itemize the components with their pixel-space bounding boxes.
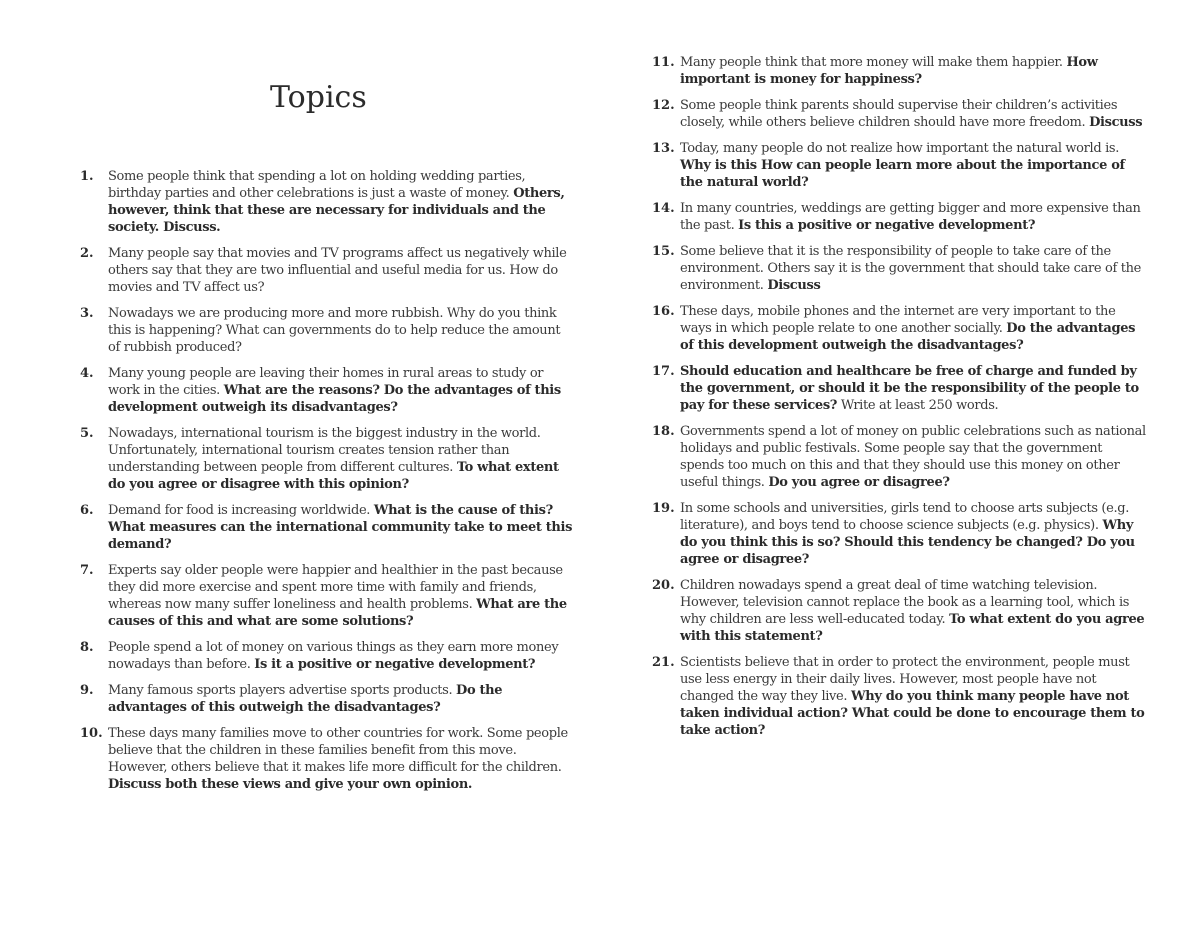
- topic-number: 12.: [652, 98, 675, 113]
- topic-item: [80, 725, 575, 793]
- topic-number: 9.: [80, 683, 94, 698]
- topic-number: 10.: [80, 726, 103, 741]
- topic-question: To what extent do you agree with this statement?: [680, 612, 1145, 644]
- topic-statement: Children nowadays spend a great deal of time watching television. However, television cannot replace the book as a learning tool, which is why children are less well-educated today.: [680, 578, 1130, 627]
- topic-statement: Many young people are leaving their homes in rural areas to study or work in the cities.: [108, 366, 544, 398]
- topic-text: [108, 245, 575, 296]
- topic-item: [80, 365, 575, 416]
- topic-question: What is the cause of this? What measures can the international community take to meet this demand?: [108, 503, 573, 552]
- topic-text: [108, 562, 575, 630]
- topic-item: [652, 500, 1147, 568]
- topic-statement: People spend a lot of money on various things as they earn more money nowadays than before.: [108, 640, 559, 672]
- topic-question: Discuss both these views and give your own opinion.: [108, 777, 473, 792]
- topic-item: [652, 363, 1147, 414]
- topic-number: 4.: [80, 366, 94, 381]
- topic-number: 2.: [80, 246, 94, 261]
- topic-number: 13.: [652, 141, 675, 156]
- topic-text: [680, 200, 1147, 234]
- topic-statement: Some believe that it is the responsibility of people to take care of the environment. Others say it is the government that should take care of the environment.: [680, 244, 1141, 293]
- topic-text: [108, 425, 575, 493]
- topic-question: Why is this How can people learn more about the importance of the natural world?: [680, 158, 1125, 190]
- topic-item: [652, 303, 1147, 354]
- topic-number: 15.: [652, 244, 675, 259]
- topic-statement: Governments spend a lot of money on public celebrations such as national holidays and public festivals. Some people say that the government spends too much on this and that they should use this money on other useful things.: [680, 424, 1146, 490]
- topic-number: 5.: [80, 426, 94, 441]
- topic-question: Discuss: [1089, 115, 1143, 130]
- topic-number: 3.: [80, 306, 94, 321]
- topic-statement: These days many families move to other countries for work. Some people believe that the children in these families benefit from this move. However, others believe that it makes life more difficult for the children.: [108, 726, 568, 775]
- topic-question: Why do you think many people have not taken individual action? What could be done to encourage them to take action?: [680, 689, 1145, 738]
- topic-item: [652, 140, 1147, 191]
- topic-question: To what extent do you agree or disagree with this opinion?: [108, 460, 559, 492]
- topic-number: 1.: [80, 169, 94, 184]
- topic-text: [680, 140, 1147, 191]
- topic-item: [652, 200, 1147, 234]
- topic-text: [108, 682, 575, 716]
- topic-text: [108, 305, 575, 356]
- topic-item: [652, 577, 1147, 645]
- topic-item: [652, 423, 1147, 491]
- topic-list-left: [80, 168, 575, 802]
- topic-number: 18.: [652, 424, 675, 439]
- topic-text: [680, 363, 1147, 414]
- right-column: [652, 54, 1147, 748]
- topic-text: [108, 502, 575, 553]
- topic-statement: Today, many people do not realize how important the natural world is.: [680, 141, 1120, 156]
- topic-question: Discuss: [767, 278, 821, 293]
- topic-number: 11.: [652, 55, 675, 70]
- topic-item: [80, 425, 575, 493]
- topic-item: [652, 654, 1147, 739]
- topic-number: 6.: [80, 503, 94, 518]
- topic-number: 19.: [652, 501, 675, 516]
- topic-question: Is this a positive or negative development?: [738, 218, 1036, 233]
- topic-item: [80, 682, 575, 716]
- topic-item: [80, 562, 575, 630]
- topic-item: [80, 639, 575, 673]
- topic-list-right: [652, 54, 1147, 739]
- topic-number: 17.: [652, 364, 675, 379]
- topic-question: How important is money for happiness?: [680, 55, 1098, 87]
- topic-statement: Nowadays we are producing more and more rubbish. Why do you think this is happening? What can governments do to help reduce the amount of rubbish produced?: [108, 306, 561, 355]
- topic-statement: These days, mobile phones and the internet are very important to the ways in which people relate to one another socially.: [680, 304, 1116, 336]
- topic-text: [680, 54, 1147, 88]
- topic-number: 16.: [652, 304, 675, 319]
- topic-question: Do the advantages of this development outweigh the disadvantages?: [680, 321, 1136, 353]
- topic-text: [680, 654, 1147, 739]
- topic-statement: Some people think that spending a lot on holding wedding parties, birthday parties and other celebrations is just a waste of money.: [108, 169, 526, 201]
- topic-question: Do you agree or disagree?: [768, 475, 950, 490]
- topic-item: [652, 54, 1147, 88]
- topic-statement: Experts say older people were happier and healthier in the past because they did more exercise and spent more time with family and friends, whereas now many suffer loneliness and health problems.: [108, 563, 563, 612]
- topic-text: [108, 725, 575, 793]
- topic-number: 21.: [652, 655, 675, 670]
- topic-statement: Demand for food is increasing worldwide.: [108, 503, 371, 518]
- topic-text: [680, 423, 1147, 491]
- topic-question: Do the advantages of this outweigh the disadvantages?: [108, 683, 503, 715]
- topic-text: [108, 639, 575, 673]
- topic-text: [680, 577, 1147, 645]
- topic-instruction: Write at least 250 words.: [840, 398, 999, 413]
- topic-text: [108, 168, 575, 236]
- topic-question: What are the causes of this and what are some solutions?: [108, 597, 567, 629]
- topic-question: Why do you think this is so? Should this tendency be changed? Do you agree or disagree?: [680, 518, 1135, 567]
- topic-number: 8.: [80, 640, 94, 655]
- topic-item: [80, 502, 575, 553]
- topic-text: [108, 365, 575, 416]
- topic-item: [80, 305, 575, 356]
- topic-statement: Many people think that more money will make them happier.: [680, 55, 1063, 70]
- topic-item: [652, 97, 1147, 131]
- page-title: Topics: [270, 80, 367, 115]
- topic-text: [680, 97, 1147, 131]
- topic-statement: In many countries, weddings are getting bigger and more expensive than the past.: [680, 201, 1141, 233]
- topic-statement: Many people say that movies and TV programs affect us negatively while others say that they are two influential and useful media for us. How do movies and TV affect us?: [108, 246, 567, 295]
- topic-number: 14.: [652, 201, 675, 216]
- topic-number: 20.: [652, 578, 675, 593]
- topic-text: [680, 243, 1147, 294]
- topic-number: 7.: [80, 563, 94, 578]
- topic-item: [80, 168, 575, 236]
- topic-statement: In some schools and universities, girls tend to choose arts subjects (e.g. literature), and boys tend to choose science subjects (e.g. physics).: [680, 501, 1130, 533]
- topic-question: Is it a positive or negative development?: [254, 657, 536, 672]
- topic-text: [680, 303, 1147, 354]
- topic-statement: Scientists believe that in order to protect the environment, people must use less energy in their daily lives. However, most people have not changed the way they live.: [680, 655, 1130, 704]
- topic-text: [680, 500, 1147, 568]
- topic-question: Others, however, think that these are necessary for individuals and the society. Discuss.: [108, 186, 565, 235]
- topic-statement: Some people think parents should supervise their children’s activities closely, while others believe children should have more freedom.: [680, 98, 1118, 130]
- topic-statement: Nowadays, international tourism is the biggest industry in the world. Unfortunately, international tourism creates tension rather than understanding between people from different cultures.: [108, 426, 541, 475]
- topic-question: What are the reasons? Do the advantages of this development outweigh its disadvantages?: [108, 383, 561, 415]
- topic-item: [652, 243, 1147, 294]
- topic-question: Should education and healthcare be free of charge and funded by the government, or should it be the responsibility of the people to pay for these services?: [680, 364, 1139, 413]
- topic-item: [80, 245, 575, 296]
- topic-statement: Many famous sports players advertise sports products.: [108, 683, 453, 698]
